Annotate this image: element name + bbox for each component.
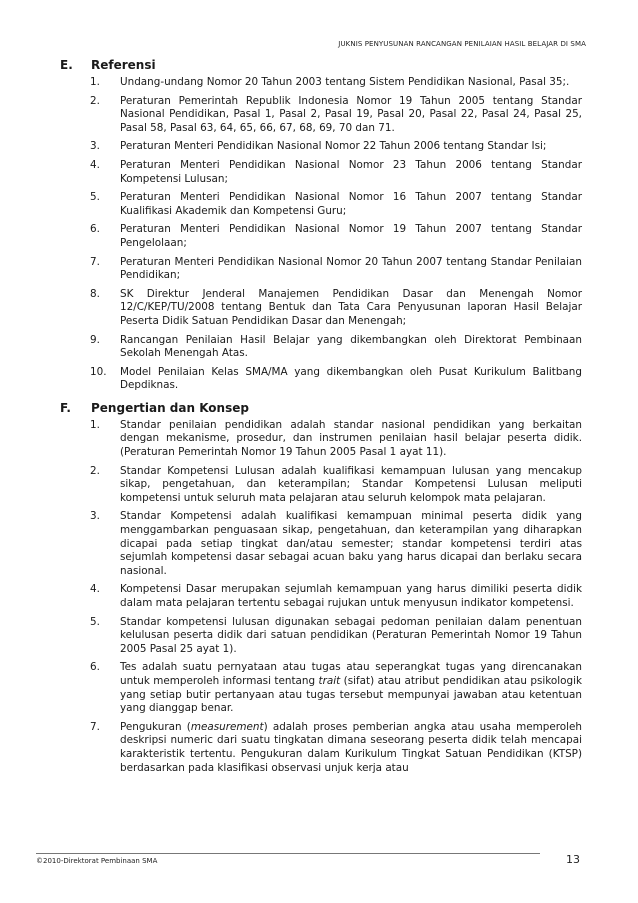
list-item (90, 76, 582, 90)
section-pengertian (60, 401, 582, 775)
list-item (90, 334, 582, 361)
item-number: 6. (90, 661, 100, 674)
section-heading (60, 58, 582, 72)
item-number: 2. (90, 94, 100, 107)
item-number: 4. (90, 158, 100, 171)
reference-list (60, 76, 582, 393)
item-text: Standar penilaian pendidikan adalah standar nasional pendidikan yang berkaitan dengan mekanisme, prosedur, dan instrumen penilaian hasil belajar peserta didik. (Peraturan Pemerintah Nomor 19 Tahun 2005 Pasal 1 ayat 11). (120, 418, 582, 459)
item-text: Peraturan Menteri Pendidikan Nasional Nomor 20 Tahun 2007 tentang Standar Penilaian Pendidikan; (120, 255, 582, 282)
section-title: Referensi (91, 58, 156, 72)
footer-copyright: ©2010-Direktorat Pembinaan SMA (36, 857, 158, 865)
item-number: 9. (90, 333, 100, 346)
item-number: 6. (90, 223, 100, 236)
page-number: 13 (566, 853, 580, 866)
item-text: Peraturan Pemerintah Republik Indonesia Nomor 19 Tahun 2005 tentang Standar Nasional Pendidikan, Pasal 1, Pasal 2, Pasal 19, Pasal 20, Pasal 22, Pasal 24, Pasal 25, Pasal 58, Pasal 63, 64, 65, 66, 67, 68, 69, 70 dan 71. (120, 94, 582, 134)
item-text: Model Penilaian Kelas SMA/MA yang dikembangkan oleh Pusat Kurikulum Balitbang Depdiknas. (120, 365, 582, 392)
item-text: Peraturan Menteri Pendidikan Nasional Nomor 23 Tahun 2006 tentang Standar Kompetensi Lulusan; (120, 158, 582, 185)
item-number: 3. (90, 510, 100, 523)
list-item (90, 256, 582, 283)
list-item (90, 583, 582, 610)
item-number: 8. (90, 287, 100, 300)
list-item (90, 288, 582, 329)
item-number: 5. (90, 615, 100, 628)
item-number: 2. (90, 464, 100, 477)
item-number: 1. (90, 418, 100, 431)
list-item (90, 661, 582, 715)
section-letter: E. (60, 58, 73, 72)
emphasis-term: trait (318, 674, 341, 687)
section-heading (60, 401, 582, 415)
footer-divider (36, 853, 540, 854)
item-text: Peraturan Menteri Pendidikan Nasional Nomor 22 Tahun 2006 tentang Standar Isi; (120, 140, 547, 153)
item-number: 7. (90, 720, 100, 733)
list-item (90, 159, 582, 186)
emphasis-term: measurement (190, 720, 264, 733)
item-text: SK Direktur Jenderal Manajemen Pendidikan Dasar dan Menengah Nomor 12/C/KEP/TU/2008 tentang Bentuk dan Tata Cara Penyusunan laporan Hasil Belajar Peserta Didik Satuan Pendidikan Dasar dan Menengah; (120, 287, 582, 327)
list-item (90, 616, 582, 657)
item-text: Standar Kompetensi Lulusan adalah kualifikasi kemampuan lulusan yang mencakup sikap, pengetahuan, dan keterampilan; Standar Kompetensi Lulusan meliputi kompetensi untuk seluruh mata pelajaran atau seluruh kelompok mata pelajaran. (120, 464, 582, 504)
section-title: Pengertian dan Konsep (91, 400, 249, 415)
item-text: Pengukuran (measurement) adalah proses pemberian angka atau usaha memperoleh deskripsi numeric dari suatu tingkatan dimana seseorang peserta didik telah mencapai karakteristik tertentu. Pengukuran dalam Kurikulum Tingkat Satuan Pendidikan (KTSP) berdasarkan pada klasifikasi observasi unjuk kerja atau (120, 720, 583, 774)
list-item (90, 95, 582, 136)
item-text: Undang-undang Nomor 20 Tahun 2003 tentang Sistem Pendidikan Nasional, Pasal 35;. (120, 76, 570, 88)
concept-list (60, 419, 582, 775)
item-number: 5. (90, 191, 100, 204)
list-item (90, 465, 582, 506)
list-item (90, 223, 582, 250)
section-letter: F. (60, 400, 71, 415)
list-item (90, 191, 582, 218)
item-number: 7. (90, 255, 100, 268)
list-item (90, 140, 582, 154)
item-number: 10. (90, 365, 107, 378)
item-number: 3. (90, 140, 100, 153)
running-header: JUKNIS PENYUSUNAN RANCANGAN PENILAIAN HASIL BELAJAR DI SMA (338, 40, 586, 48)
list-item (90, 721, 582, 775)
section-referensi (60, 58, 582, 393)
list-item (90, 510, 582, 578)
item-text: Peraturan Menteri Pendidikan Nasional Nomor 19 Tahun 2007 tentang Standar Pengelolaan; (120, 223, 582, 249)
item-text: Standar Kompetensi adalah kualifikasi kemampuan minimal peserta didik yang menggambarkan penguasaan sikap, pengetahuan, dan keterampilan yang diharapkan dicapai pada setiap tingkat dan/atau semester; standar kompetensi terdiri atas sejumlah kompetensi dasar sebagai acuan baku yang harus dicapai dan berlaku secara nasional. (120, 510, 582, 577)
item-number: 1. (90, 76, 100, 88)
item-text: Tes adalah suatu pernyataan atau tugas atau seperangkat tugas yang direncanakan untuk memperoleh informasi tentang trait (sifat) atau atribut pendidikan atau psikologik yang setiap butir pertanyaan atau tugas tersebut mempunyai jawaban atau ketentuan yang dianggap benar. (120, 661, 582, 715)
item-text: Kompetensi Dasar merupakan sejumlah kemampuan yang harus dimiliki peserta didik dalam mata pelajaran tertentu sebagai rujukan untuk menyusun indikator kompetensi. (120, 583, 582, 609)
list-item (90, 419, 582, 460)
item-text: Standar kompetensi lulusan digunakan sebagai pedoman penilaian dalam penentuan kelulusan peserta didik dari satuan pendidikan (Peraturan Pemerintah Nomor 19 Tahun 2005 Pasal 25 ayat 1). (120, 615, 582, 655)
page-content (60, 58, 582, 783)
item-number: 4. (90, 583, 100, 596)
item-text: Peraturan Menteri Pendidikan Nasional Nomor 16 Tahun 2007 tentang Standar Kualifikasi Akademik dan Kompetensi Guru; (120, 191, 582, 217)
item-text: Rancangan Penilaian Hasil Belajar yang dikembangkan oleh Direktorat Pembinaan Sekolah Menengah Atas. (120, 333, 582, 360)
list-item (90, 366, 582, 393)
